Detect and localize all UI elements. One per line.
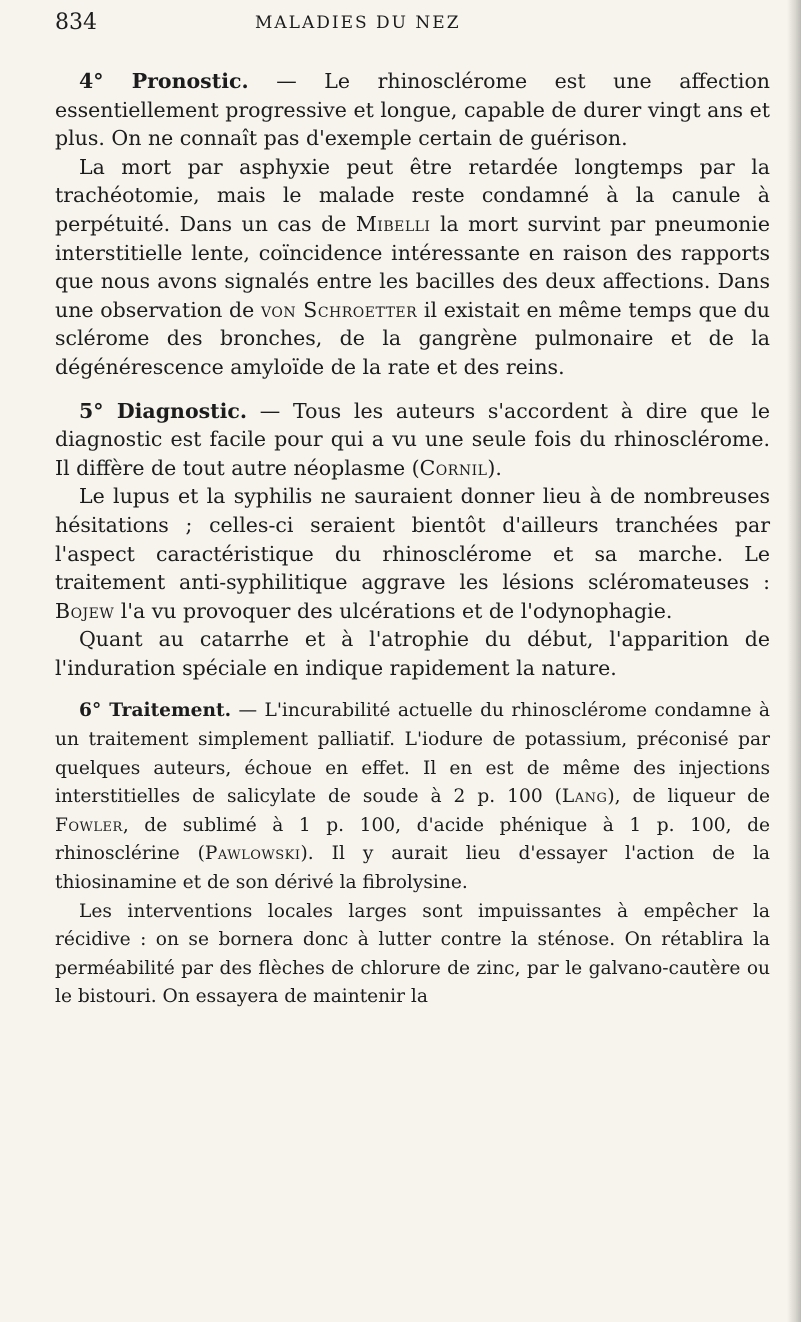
page-header (55, 10, 761, 44)
text-run: La mort par asphyxie peut être retardée longtemps par la trachéotomie, mais le malade reste condamné à la canule à perpétuité. Dans un cas de (55, 154, 770, 236)
text-run: — Le rhinosclérome est une affection essentiellement progressive et longue, capable de durer vingt ans et plus. On ne connaît pas d'exemple certain de guérison. (55, 69, 770, 151)
author-name: Bojew (55, 598, 115, 623)
text-run: — Tous les auteurs s'accordent à dire que le diagnostic est facile pour qui a vu une seule fois du rhinosclérome. Il diffère de tout autre néoplasme ( (55, 398, 770, 480)
text-run: il existait en même temps que du sclérome des bronches, de la gangrène pulmonaire et de la dégénérescence amyloïde de la rate et des reins. (55, 297, 770, 379)
text-run: , de sublimé à 1 p. 100, d'acide phénique à 1 p. 100, de rhinosclérine ( (55, 814, 770, 865)
pronostic-heading: 4° Pronostic. (79, 69, 249, 93)
traitement-paragraph-1 (55, 697, 770, 897)
diagnostic-heading: 5° Diagnostic. (79, 398, 248, 423)
running-title: MALADIES DU NEZ (255, 13, 461, 33)
text-run: ), de liqueur de (607, 786, 770, 808)
text-run: ). Il y aurait lieu d'essayer l'action de la thiosinamine et de son dérivé la fibrolysine. (55, 843, 770, 894)
author-name: Mibelli (355, 211, 431, 236)
diagnostic-paragraph-1 (55, 397, 770, 483)
author-name: von Schroetter (260, 297, 418, 322)
text-run: — L'incurabilité actuelle du rhinosclérome condamne à un traitement simplement palliatif. L'iodure de potassium, préconisé par quelques auteurs, échoue en effet. Il en est de même des injections interstitielles de salicylate de soude à 2 p. 100 ( (55, 700, 770, 808)
traitement-paragraph-2: Les interventions locales larges sont impuissantes à empêcher la récidive : on se bornera donc à lutter contre la sténose. On rétablira la perméabilité par des flèches de chlorure de zinc, par le galvano-cautère ou le bistouri. On essayera de maintenir la (55, 900, 770, 1008)
text-run: l'a vu provoquer des ulcérations et de l'odynophagie. (114, 598, 673, 623)
pronostic-paragraph-2 (55, 153, 770, 382)
text-run: ). (487, 455, 502, 480)
text-run: Le lupus et la syphilis ne sauraient donner lieu à de nombreuses hésitations ; celles-ci seraient bientôt d'ailleurs tranchées par l'aspect caractéristique du rhinosclérome et sa marche. Le traitement anti-syphilitique aggrave les lésions scléromateuses : (55, 484, 770, 595)
author-name: Cornil (419, 455, 488, 480)
page-body (55, 67, 770, 1012)
pronostic-paragraph-1 (55, 67, 770, 153)
author-name: Fowler (55, 814, 123, 836)
author-name: Lang (561, 786, 608, 808)
text-run: la mort survint par pneumonie interstitielle lente, coïncidence intéressante en raison des rapports que nous avons signalés entre les bacilles des deux affections. Dans une observation de (55, 211, 770, 322)
diagnostic-paragraph-2 (55, 482, 770, 625)
author-name: Pawlowski (204, 843, 301, 865)
page-edge-shadow (787, 0, 801, 1322)
page-number: 834 (55, 10, 97, 35)
diagnostic-paragraph-3: Quant au catarrhe et à l'atrophie du début, l'apparition de l'induration spéciale en indique rapidement la nature. (55, 627, 770, 680)
traitement-heading: 6° Traitement. (79, 700, 232, 722)
